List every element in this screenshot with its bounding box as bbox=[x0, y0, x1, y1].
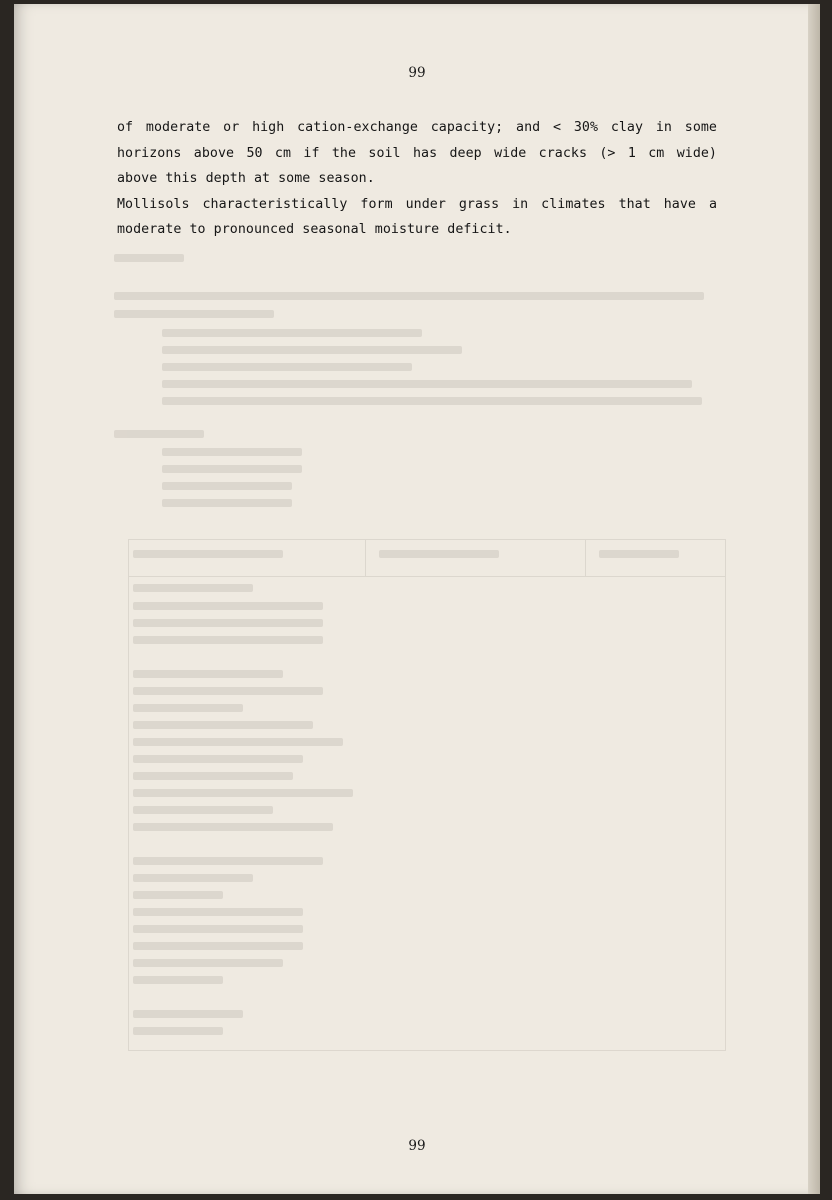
text-line: above this depth at some season. bbox=[117, 171, 375, 186]
body-text bbox=[117, 115, 717, 243]
text-line: Mollisols characteristically form under grass in climates that have a bbox=[117, 196, 717, 212]
page-number-bottom: 99 bbox=[408, 1138, 426, 1154]
scanned-page bbox=[14, 4, 820, 1194]
text-line: moderate to pronounced seasonal moisture deficit. bbox=[117, 222, 512, 237]
text-line: horizons above 50 cm if the soil has deep wide cracks (> 1 cm wide) bbox=[117, 145, 717, 161]
page-edge bbox=[808, 4, 820, 1194]
reverse-side-show-through bbox=[114, 254, 724, 1054]
page-number-top: 99 bbox=[408, 65, 426, 81]
text-line: of moderate or high cation-exchange capacity; and < 30% clay in some bbox=[117, 120, 717, 135]
